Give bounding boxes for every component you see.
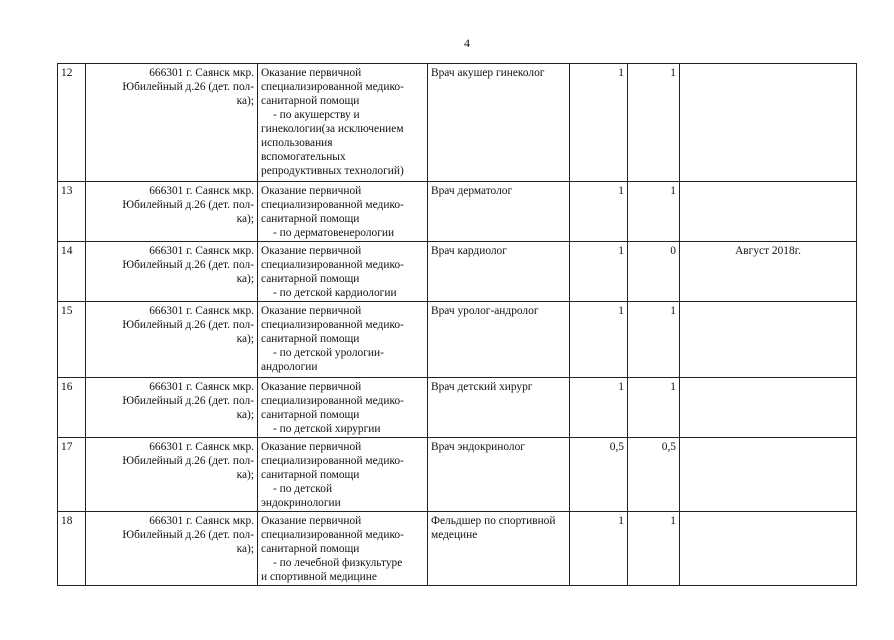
table-row	[58, 512, 857, 586]
actual-rate: 1	[670, 305, 676, 317]
planned-rate-cell	[570, 242, 628, 302]
note-cell	[680, 64, 857, 182]
description-line: Оказание первичной	[261, 185, 362, 197]
address-line: 666301 г. Саянск мкр.	[149, 441, 254, 453]
note-text: Август 2018г.	[735, 245, 801, 257]
description-line: санитарной помощи	[261, 333, 360, 345]
table-row	[58, 378, 857, 438]
position-cell	[428, 512, 570, 586]
position-cell	[428, 242, 570, 302]
address-line: Юбилейный д.26 (дет. пол-	[122, 199, 254, 211]
description-line: вспомогательных	[261, 151, 346, 163]
planned-rate: 1	[618, 185, 624, 197]
actual-rate-cell	[628, 302, 680, 378]
planned-rate: 0,5	[609, 441, 624, 453]
planned-rate-cell	[570, 378, 628, 438]
address-line: ка);	[236, 333, 254, 345]
address-line: ка);	[236, 543, 254, 555]
description-line: специализированной медико-	[261, 455, 404, 467]
description-line: - по детской кардиологии	[273, 287, 397, 299]
address-cell	[86, 242, 258, 302]
actual-rate: 1	[670, 381, 676, 393]
description-line: санитарной помощи	[261, 273, 360, 285]
description-line: использования	[261, 137, 333, 149]
table-row	[58, 438, 857, 512]
actual-rate-cell	[628, 378, 680, 438]
description-line: специализированной медико-	[261, 395, 404, 407]
description-line: и спортивной медицине	[261, 571, 377, 583]
note-cell	[680, 302, 857, 378]
row-number-cell	[58, 302, 86, 378]
note-cell	[680, 512, 857, 586]
description-line: специализированной медико-	[261, 529, 404, 541]
note-cell	[680, 242, 857, 302]
planned-rate: 1	[618, 67, 624, 79]
service-description-cell	[258, 512, 428, 586]
position-cell	[428, 302, 570, 378]
row-number-cell	[58, 512, 86, 586]
description-line: Оказание первичной	[261, 305, 362, 317]
position-cell	[428, 438, 570, 512]
planned-rate-cell	[570, 438, 628, 512]
address-cell	[86, 378, 258, 438]
description-line: - по лечебной физкультуре	[273, 557, 403, 569]
service-description-cell	[258, 64, 428, 182]
position-title: Врач дерматолог	[431, 185, 513, 197]
address-line: ка);	[236, 213, 254, 225]
position-title: Врач кардиолог	[431, 245, 507, 257]
position-title: Врач уролог-андролог	[431, 305, 539, 317]
address-cell	[86, 512, 258, 586]
row-number-cell	[58, 378, 86, 438]
position-cell	[428, 64, 570, 182]
description-line: санитарной помощи	[261, 543, 360, 555]
actual-rate: 1	[670, 67, 676, 79]
service-description-cell	[258, 378, 428, 438]
description-line: Оказание первичной	[261, 381, 362, 393]
actual-rate: 0,5	[661, 441, 676, 453]
table-row	[58, 302, 857, 378]
description-line: Оказание первичной	[261, 67, 362, 79]
address-line: 666301 г. Саянск мкр.	[149, 67, 254, 79]
planned-rate: 1	[618, 305, 624, 317]
address-line: ка);	[236, 469, 254, 481]
description-line: специализированной медико-	[261, 319, 404, 331]
description-line: андрологии	[261, 361, 318, 373]
row-number: 16	[61, 381, 73, 393]
position-title: Врач детский хирург	[431, 381, 533, 393]
position-title: Врач эндокринолог	[431, 441, 525, 453]
description-line: санитарной помощи	[261, 213, 360, 225]
description-line: специализированной медико-	[261, 259, 404, 271]
row-number-cell	[58, 438, 86, 512]
description-line: - по дерматовенерологии	[273, 227, 395, 239]
description-line: специализированной медико-	[261, 81, 404, 93]
actual-rate: 1	[670, 185, 676, 197]
actual-rate-cell	[628, 64, 680, 182]
description-line: Оказание первичной	[261, 515, 362, 527]
planned-rate-cell	[570, 302, 628, 378]
description-line: репродуктивных технологий)	[261, 165, 404, 177]
position-cell	[428, 182, 570, 242]
address-line: Юбилейный д.26 (дет. пол-	[122, 81, 254, 93]
row-number-cell	[58, 242, 86, 302]
table-row	[58, 182, 857, 242]
table-row	[58, 64, 857, 182]
service-description-cell	[258, 438, 428, 512]
address-line: Юбилейный д.26 (дет. пол-	[122, 259, 254, 271]
actual-rate: 1	[670, 515, 676, 527]
address-line: 666301 г. Саянск мкр.	[149, 515, 254, 527]
row-number-cell	[58, 64, 86, 182]
row-number: 13	[61, 185, 73, 197]
row-number: 15	[61, 305, 73, 317]
actual-rate-cell	[628, 512, 680, 586]
address-line: Юбилейный д.26 (дет. пол-	[122, 395, 254, 407]
description-line: - по детской хирургии	[273, 423, 381, 435]
address-line: Юбилейный д.26 (дет. пол-	[122, 319, 254, 331]
address-cell	[86, 64, 258, 182]
description-line: специализированной медико-	[261, 199, 404, 211]
position-cell	[428, 378, 570, 438]
address-cell	[86, 302, 258, 378]
address-line: ка);	[236, 409, 254, 421]
planned-rate-cell	[570, 64, 628, 182]
row-number: 12	[61, 67, 73, 79]
actual-rate-cell	[628, 438, 680, 512]
row-number: 17	[61, 441, 73, 453]
description-line: - по детской урологии-	[273, 347, 384, 359]
service-description-cell	[258, 182, 428, 242]
description-line: эндокринологии	[261, 497, 341, 509]
planned-rate: 1	[618, 515, 624, 527]
description-line: - по акушерству и	[273, 109, 360, 121]
address-line: 666301 г. Саянск мкр.	[149, 381, 254, 393]
planned-rate: 1	[618, 381, 624, 393]
note-cell	[680, 438, 857, 512]
description-line: санитарной помощи	[261, 95, 360, 107]
note-cell	[680, 182, 857, 242]
description-line: - по детской	[273, 483, 333, 495]
service-description-cell	[258, 242, 428, 302]
row-number: 18	[61, 515, 73, 527]
note-cell	[680, 378, 857, 438]
staffing-table	[57, 63, 857, 586]
description-line: Оказание первичной	[261, 245, 362, 257]
position-title: Врач акушер гинеколог	[431, 67, 545, 79]
service-description-cell	[258, 302, 428, 378]
actual-rate-cell	[628, 182, 680, 242]
address-line: 666301 г. Саянск мкр.	[149, 185, 254, 197]
address-line: 666301 г. Саянск мкр.	[149, 245, 254, 257]
planned-rate: 1	[618, 245, 624, 257]
description-line: санитарной помощи	[261, 409, 360, 421]
description-line: санитарной помощи	[261, 469, 360, 481]
row-number: 14	[61, 245, 73, 257]
address-line: Юбилейный д.26 (дет. пол-	[122, 455, 254, 467]
position-title: Фельдшер по спортивной медецине	[431, 515, 556, 541]
planned-rate-cell	[570, 512, 628, 586]
address-line: 666301 г. Саянск мкр.	[149, 305, 254, 317]
address-line: Юбилейный д.26 (дет. пол-	[122, 529, 254, 541]
table-row	[58, 242, 857, 302]
description-line: Оказание первичной	[261, 441, 362, 453]
actual-rate-cell	[628, 242, 680, 302]
page-number: 4	[464, 36, 470, 50]
address-cell	[86, 438, 258, 512]
address-line: ка);	[236, 273, 254, 285]
description-line: гинекологии(за исключением	[261, 123, 404, 135]
address-line: ка);	[236, 95, 254, 107]
planned-rate-cell	[570, 182, 628, 242]
row-number-cell	[58, 182, 86, 242]
actual-rate: 0	[670, 245, 676, 257]
address-cell	[86, 182, 258, 242]
